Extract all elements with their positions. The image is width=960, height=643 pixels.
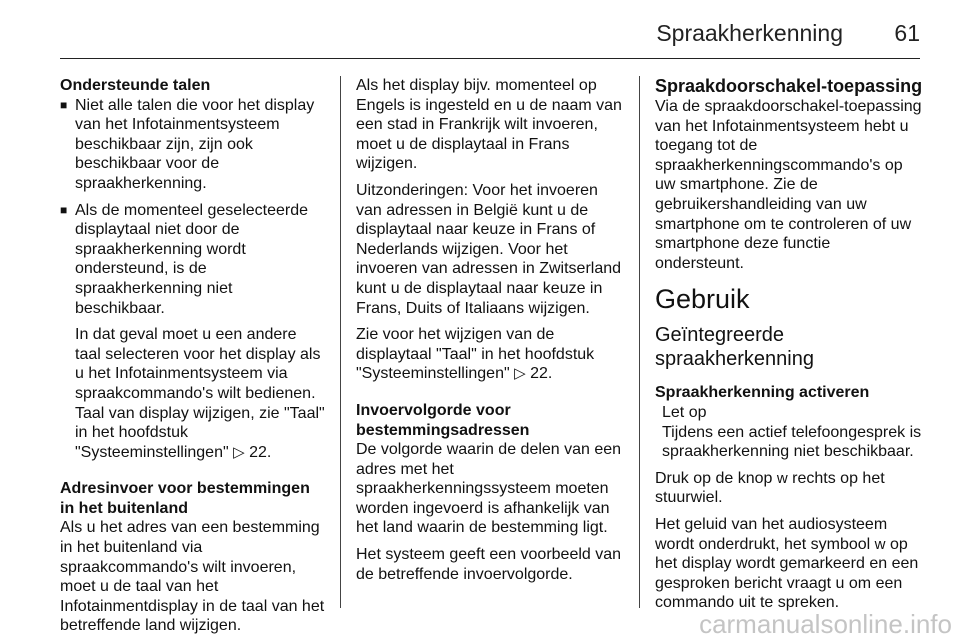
paragraph: Druk op de knop ᴡ rechts op het stuurwiel. xyxy=(655,469,885,507)
bullet-icon: ■ xyxy=(60,202,68,217)
list-item: ■ Als de momenteel geselecteerde displaytaal niet door de spraakherkenning wordt ondersteund, is de spraakherkenning niet beschikbaar. xyxy=(60,201,309,317)
column-divider xyxy=(639,76,640,608)
page-title: Spraakherkenning xyxy=(656,20,843,46)
list-item: ■ Niet alle talen die voor het display van het Infotainmentsysteem beschikbaar zijn, zijn ook beschikbaar voor de spraakherkenning. xyxy=(60,96,315,192)
column-middle xyxy=(356,76,624,591)
section-heading: Spraakherkenning activeren xyxy=(655,384,870,402)
note-text: Tijdens een actief telefoongesprek is spraakherkenning niet beschikbaar. xyxy=(662,423,922,461)
paragraph: Als het display bijv. momenteel op Engels is ingesteld en u de naam van een stad in Frankrijk wilt invoeren, moet u de displaytaal in Frans wijzigen. xyxy=(356,77,622,173)
watermark: carmanualsonline.info xyxy=(699,609,952,639)
subsection-heading: Geïntegreerde spraakherkenning xyxy=(655,324,814,371)
column-left xyxy=(60,76,325,643)
page-number: 61 xyxy=(894,20,920,46)
paragraph: In dat geval moet u een andere taal selecteren voor het display als u het Infotainmentsysteem via spraakcommando's wilt bedienen. Taal van display wijzigen, zie "Taal" in het hoofdstuk "Systeeminstellingen" ▷ 22. xyxy=(75,326,325,461)
paragraph: Als u het adres van een bestemming in het buitenland via spraakcommando's wilt invoeren, moet u de taal van het Infotainmentdisplay in de taal van het betreffende land wijzigen. xyxy=(60,519,325,635)
bullet-icon: ■ xyxy=(60,97,68,112)
paragraph: Zie voor het wijzigen van de displaytaal "Taal" in het hoofdstuk "Systeeminstellingen" ▷ 22. xyxy=(356,326,595,383)
page-reference-icon: ▷ xyxy=(233,443,245,461)
column-divider xyxy=(340,76,341,608)
voice-button-icon: ᴡ xyxy=(776,469,788,487)
voice-symbol-icon: ᴡ xyxy=(874,535,886,553)
page-header xyxy=(60,18,920,59)
page-reference[interactable]: 22. xyxy=(249,443,272,461)
paragraph: Het geluid van het audiosysteem wordt onderdrukt, het symbool ᴡ op het display wordt gemarkeerd en een gesproken bericht vraagt u om een commando uit te spreken. xyxy=(655,515,919,612)
page-reference-icon: ▷ xyxy=(514,365,526,383)
section-heading: Spraakdoorschakel-toepassing xyxy=(655,76,923,96)
chapter-heading: Gebruik xyxy=(655,284,750,315)
note-title: Let op xyxy=(662,403,707,421)
column-right xyxy=(655,76,923,620)
paragraph: Uitzonderingen: Voor het invoeren van adressen in België kunt u de displaytaal naar keuze in Frans of Nederlands wijzigen. Voor het invoeren van adressen in Zwitserland kunt u de displaytaal naar keuze in Frans, Duits of Italiaans wijzigen. xyxy=(356,181,622,317)
section-heading: Adresinvoer voor bestemmingen in het buitenland xyxy=(60,480,310,517)
page-reference[interactable]: 22. xyxy=(530,365,553,383)
section-heading: Ondersteunde talen xyxy=(60,77,211,94)
paragraph: De volgorde waarin de delen van een adres met het spraakherkenningssysteem moeten worden ingevoerd is afhankelijk van het land waarin de bestemming ligt. xyxy=(356,441,622,537)
note-box xyxy=(655,403,923,462)
section-heading: Invoervolgorde voor bestemmingsadressen xyxy=(356,401,530,439)
paragraph: Via de spraakdoorschakel-toepassing van het Infotainmentsysteem hebt u toegang tot de spraakherkenningscommando's op uw smartphone. Zie de gebruikershandleiding van uw smartphone om te controleren of uw smartphone deze functie ondersteunt. xyxy=(655,98,922,272)
paragraph: Het systeem geeft een voorbeeld van de betreffende invoervolgorde. xyxy=(356,546,622,583)
